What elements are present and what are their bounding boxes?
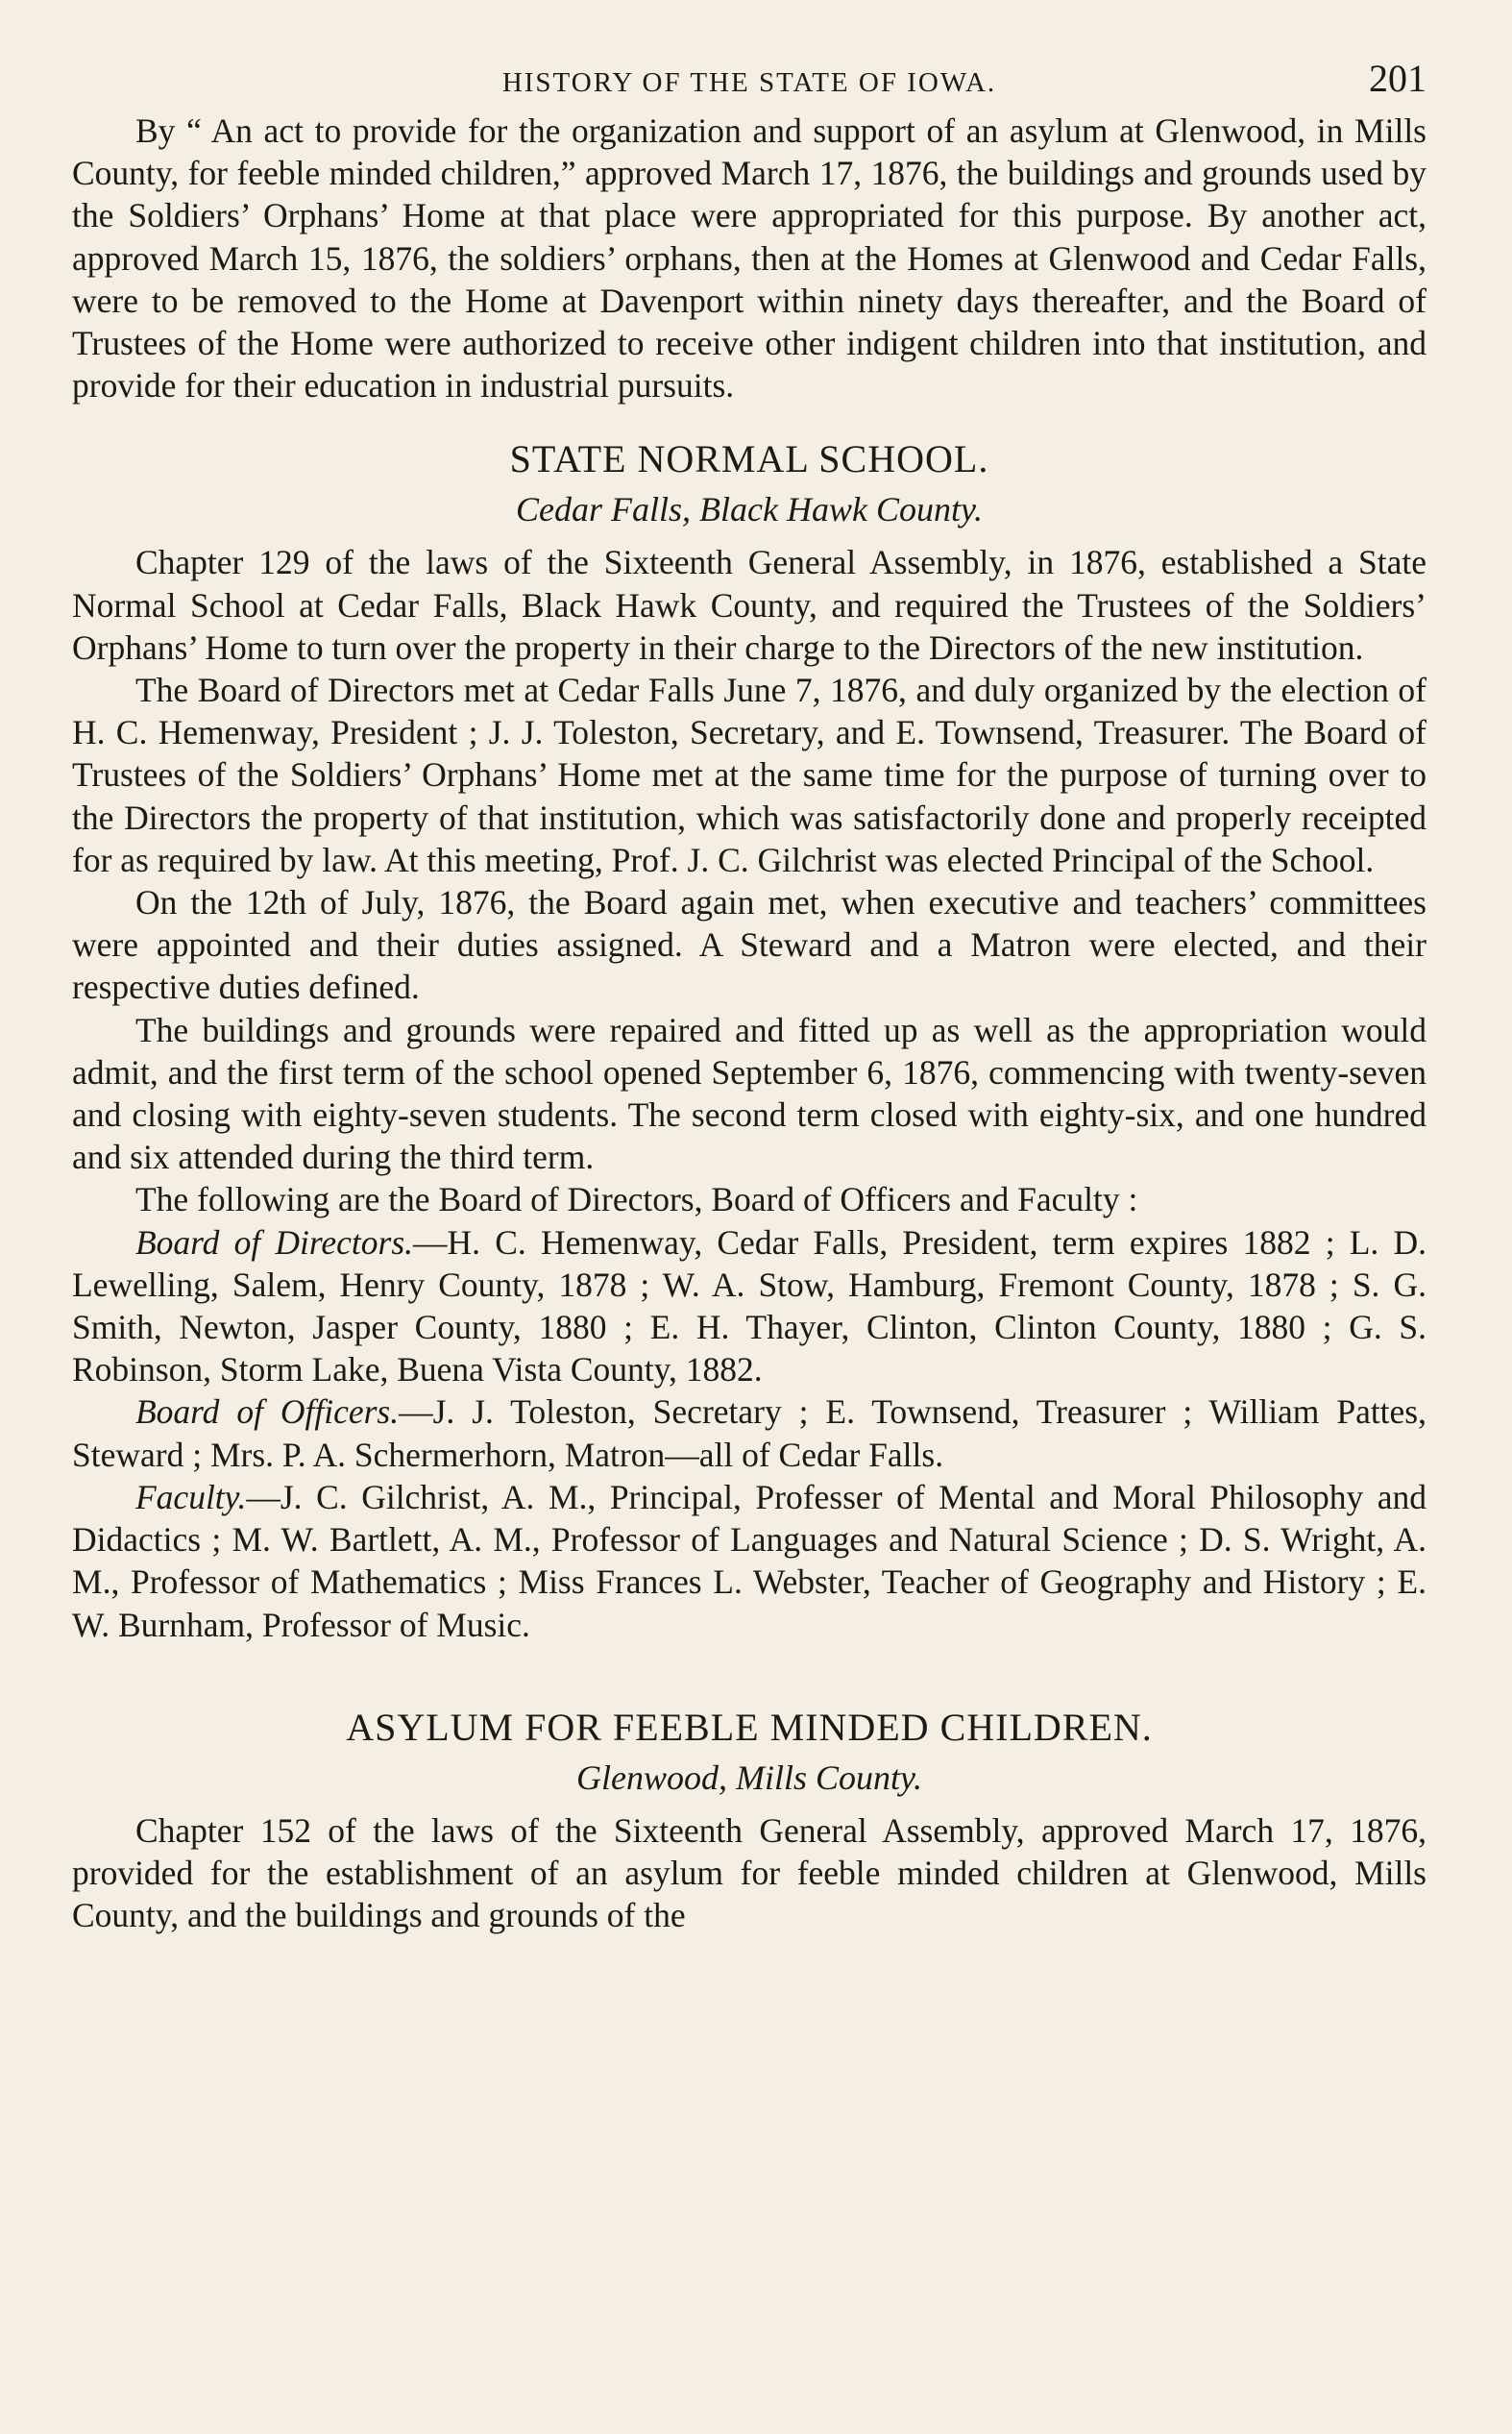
paragraph: On the 12th of July, 1876, the Board again met, when executive and teachers’ committees were appointed and their duties assigned. A Steward and a Matron were elected, and their respective duties defined.: [72, 883, 1427, 1007]
directors-text: —H. C. Hemenway, Cedar Falls, President, term expires 1882 ; L. D. Lewelling, Salem, Henry County, 1878 ; W. A. Stow, Hamburg, Fremont County, 1878 ; S. G. Smith, Newton, Jasper County, 1880 ; E. H. Thayer, Clinton, Clinton County, 1880 ; G. S. Robinson, Storm Lake, Buena Vista County, 1882.: [72, 1222, 1427, 1389]
section-location: Cedar Falls, Black Hawk County.: [516, 490, 983, 529]
paragraph: The Board of Directors met at Cedar Falls June 7, 1876, and duly organized by the election of H. C. Hemenway, President ; J. J. Toleston, Secretary, and E. Townsend, Treasurer. The Board of Trustees of the Soldiers’ Orphans’ Home met at the same time for the purpose of turning over to the Directors the property of that institution, which was satisfactorily done and properly receipted for as required by law. At this meeting, Prof. J. C. Gilchrist was elected Principal of the School.: [72, 671, 1427, 879]
officers-paragraph: [72, 1390, 1427, 1475]
directors-paragraph: [72, 1221, 1427, 1391]
running-title: HISTORY OF THE STATE OF IOWA.: [501, 67, 997, 98]
intro-paragraph: By “ An act to provide for the organization and support of an asylum at Glenwood, in Mills County, for feeble minded children,” approved March 17, 1876, the buildings and grounds used by the Soldiers’ Orphans’ Home at that place were appropriated for this purpose. By another act, approved March 15, 1876, the soldiers’ orphans, then at the Homes at Glenwood and Cedar Falls, were to be removed to the Home at Davenport within ninety days thereafter, and the Board of Trustees of the Home were authorized to receive other indigent children into that institution, and provide for their education in industrial pursuits.: [72, 111, 1427, 406]
directors-label: Board of Directors.: [135, 1222, 414, 1262]
faculty-label: Faculty.: [135, 1477, 247, 1516]
section-state-normal-school: [72, 433, 1427, 1645]
book-page: [72, 56, 1427, 1936]
running-header: [72, 56, 1427, 110]
section-asylum: [72, 1702, 1427, 1937]
page-number: 201: [1369, 57, 1427, 100]
paragraph: The buildings and grounds were repaired and fitted up as well as the appropriation would admit, and the first term of the school opened September 6, 1876, commencing with twenty-seven and closing with eighty-seven students. The second term closed with eighty-six, and one hundred and six attended during the third term.: [72, 1010, 1427, 1177]
section-heading: ASYLUM FOR FEEBLE MINDED CHILDREN.: [346, 1705, 1153, 1749]
paragraph: The following are the Board of Directors, Board of Officers and Faculty :: [135, 1180, 1138, 1219]
faculty-paragraph: [72, 1476, 1427, 1646]
officers-text: —J. J. Toleston, Secretary ; E. Townsend, Treasurer ; William Pattes, Steward ; Mrs. P. A. Schermerhorn, Matron—all of Cedar Falls.: [72, 1392, 1427, 1474]
section-location: Glenwood, Mills County.: [576, 1758, 922, 1797]
section-heading: STATE NORMAL SCHOOL.: [509, 437, 989, 481]
faculty-text: —J. C. Gilchrist, A. M., Principal, Professer of Mental and Moral Philosophy and Didactics ; M. W. Bartlett, A. M., Professor of Languages and Natural Science ; D. S. Wright, A. M., Professor of Mathematics ; Miss Frances L. Webster, Teacher of Geography and History ; E. W. Burnham, Professor of Music.: [72, 1477, 1427, 1644]
paragraph: Chapter 152 of the laws of the Sixteenth General Assembly, approved March 17, 1876, provided for the establishment of an asylum for feeble minded children at Glenwood, Mills County, and the buildings and grounds of the: [72, 1810, 1427, 1935]
officers-label: Board of Officers.: [135, 1392, 400, 1432]
paragraph: Chapter 129 of the laws of the Sixteenth General Assembly, in 1876, established a State Normal School at Cedar Falls, Black Hawk County, and required the Trustees of the Soldiers’ Orphans’ Home to turn over the property in their charge to the Directors of the new institution.: [72, 543, 1427, 667]
